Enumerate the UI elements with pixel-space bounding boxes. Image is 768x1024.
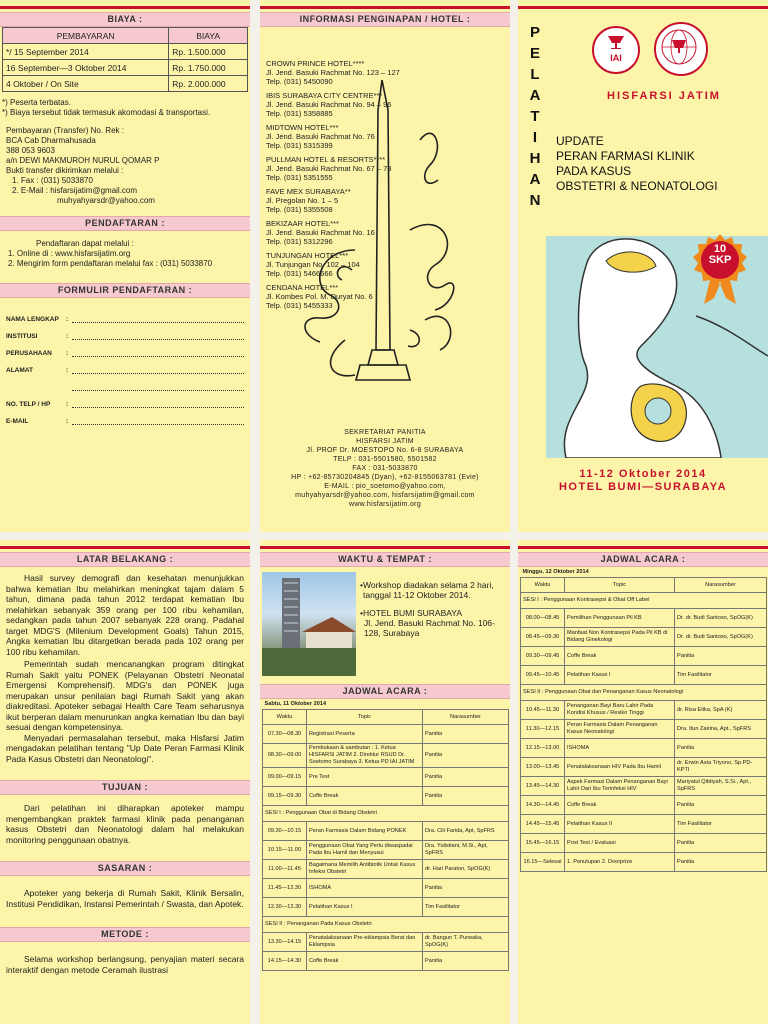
schedule-topic: Penggunaan Obat Yang Perlu diwaspadai Pada Ibu Hamil dan Menyusui — [307, 841, 423, 860]
schedule-topic: Coffe Break — [307, 787, 423, 806]
hotel-item: FAVE MEX SURABAYA** Jl. Pregolan No. 1 – 5 Telp. (031) 5355508 — [266, 187, 351, 214]
schedule-row — [521, 609, 767, 628]
section-title-biaya: BIAYA : — [0, 12, 250, 27]
skp-number: 10 — [713, 243, 727, 255]
session-label: SESI II : Penggunaan Obat dan Penanganan Kasus Neonatologi — [521, 685, 767, 701]
schedule-day: Minggu, 12 Oktober 2014 — [522, 569, 589, 575]
schedule-topic: Pelatihan Kasus I — [565, 666, 675, 685]
schedule-row — [263, 879, 509, 898]
skp-label: SKP — [708, 254, 732, 266]
schedule-time: 13.30—14.15 — [263, 933, 307, 952]
schedule-speaker: dr. Bangun T. Purwaka, SpOG(K) — [423, 933, 509, 952]
schedule-time: 13.00—13.45 — [521, 758, 565, 777]
schedule-row — [263, 898, 509, 917]
hotel-list — [266, 59, 510, 310]
session-label: SESI I : Penggunaan Kontrasepsi & Obat Off Label — [521, 593, 767, 609]
schedule-session — [263, 806, 509, 822]
schedule-speaker: Panitia — [423, 787, 509, 806]
panel-hotel — [260, 0, 510, 532]
globe-icon — [654, 22, 704, 72]
schedule-time: 12.30—13.30 — [263, 898, 307, 917]
schedule-speaker: Panitia — [423, 744, 509, 768]
schedule-row — [263, 952, 509, 971]
registration-form — [6, 306, 244, 425]
schedule-row — [263, 787, 509, 806]
schedule-topic: Pelatihan Kasus II — [565, 815, 675, 834]
schedule-row — [521, 796, 767, 815]
schedule-row — [521, 720, 767, 739]
section-title-sasaran: SASARAN : — [0, 861, 250, 876]
payment-info: Pembayaran (Transfer) No. Rek : BCA Cab Dharmahusada 388 053 9603 a/n DEWI MAKMUROH NURUL QOMAR P Bukti transfer dikirimkan melalui : 1. Fax : (031) 5033870 2. E-Mail : hisfarsijatim@gmail.com muhyahyarsdr@yahoo.com — [6, 126, 160, 205]
mortar-icon — [606, 34, 626, 50]
panel-jadwal — [518, 540, 768, 1024]
schedule-row — [263, 768, 509, 787]
schedule-time: 14.45—15.45 — [521, 815, 565, 834]
hisfarsi-logo — [654, 22, 708, 76]
schedule-topic: Pre Test — [307, 768, 423, 787]
skp-badge — [692, 232, 748, 288]
schedule-speaker: Panitia — [675, 834, 767, 853]
panel-latar — [0, 540, 250, 1024]
fee-row: */ 15 September 2014 Rp. 1.500.000 — [3, 44, 248, 60]
schedule-time: 08.45—09.30 — [521, 628, 565, 647]
schedule-time: 13.45—14.30 — [521, 777, 565, 796]
panel-waktu — [260, 540, 510, 1024]
schedule-topic: Bagaimana Memilih Antibiotik Untuk Kasus Infeksi Obstetri — [307, 860, 423, 879]
panel-cover — [518, 0, 768, 532]
schedule-row — [263, 744, 509, 768]
registration-info: Pendaftaran dapat melalui : 1. Online di : www.hisfarsijatim.org 2. Mengirim form pendaftaran melalui fax : (031) 5033870 — [8, 239, 213, 268]
schedule-time: 10.15—11.00 — [263, 841, 307, 860]
iai-logo: IAI — [592, 26, 640, 74]
form-field-alamat[interactable]: ALAMAT : — [6, 357, 244, 374]
hotel-item: CENDANA HOTEL*** Jl. Kombes Pol. M. Duryat No. 6 Telp. (031) 5455333 — [266, 283, 373, 310]
metode-text: Selama workshop berlangsung, penyajian materi secara interaktif dengan metode Ceramah ilustrasi — [6, 954, 244, 975]
fee-table — [2, 27, 248, 92]
schedule-speaker: Panitia — [675, 796, 767, 815]
hotel-photo — [262, 572, 356, 676]
section-title-latar: LATAR BELAKANG : — [0, 552, 250, 567]
schedule-speaker: Panitia — [423, 725, 509, 744]
schedule-row — [521, 666, 767, 685]
form-field-nama[interactable]: NAMA LENGKAP : — [6, 306, 244, 323]
schedule-time: 08.30—09.00 — [263, 744, 307, 768]
org-name: HISFARSI JATIM — [607, 90, 721, 102]
red-rule — [518, 6, 768, 9]
schedule-day-row — [521, 568, 767, 578]
schedule-topic: ISHOMA — [307, 879, 423, 898]
fee-row: 4 Oktober / On Site Rp. 2.000.000 — [3, 76, 248, 92]
red-rule — [260, 6, 510, 9]
event-date: 11-12 Oktober 2014 — [579, 468, 707, 480]
schedule-time: 09.30—09.45 — [521, 647, 565, 666]
schedule-row — [263, 860, 509, 879]
schedule-time: 09.15—09.30 — [263, 787, 307, 806]
schedule-row — [521, 777, 767, 796]
section-title-metode: METODE : — [0, 927, 250, 942]
fee-col-biaya: BIAYA — [169, 28, 248, 44]
red-rule — [0, 546, 250, 549]
schedule-time: 07.30—08.30 — [263, 725, 307, 744]
schedule-day2 — [520, 568, 767, 872]
schedule-day: Sabtu, 11 Oktober 2014 — [264, 701, 327, 707]
panel-biaya — [0, 0, 250, 532]
schedule-speaker: Panitia — [675, 647, 767, 666]
schedule-row — [521, 647, 767, 666]
hotel-item: PULLMAN HOTEL & RESORTS**** Jl. Jend. Basuki Rachmat No. 67 – 73 Telp. (031) 5351555 — [266, 155, 392, 182]
section-title-jadwal-1: JADWAL ACARA : — [260, 684, 510, 699]
section-title-formulir: FORMULIR PENDAFTARAN : — [0, 283, 250, 298]
section-title-tujuan: TUJUAN : — [0, 780, 250, 795]
schedule-topic: Pembukaan & sambutan : 1. Ketua HISFARSI JATIM 2. Direktur RSUD Dr. Soetomo Surabaya 3. Ketua PD IAI JATIM — [307, 744, 423, 768]
schedule-time: 09.30—10.15 — [263, 822, 307, 841]
section-title-pendaftaran: PENDAFTARAN : — [0, 216, 250, 231]
form-field-telp[interactable]: NO. TELP / HP : — [6, 391, 244, 408]
schedule-time: 12.15—13.00 — [521, 739, 565, 758]
sasaran-text: Apoteker yang bekerja di Rumah Sakit, Klinik Bersalin, Institusi Pendidikan, Instansi Pemerintah / Swasta, dan Apotek. — [6, 888, 244, 909]
schedule-speaker: dr. Erwin Asta Triyono, Sp.PD-KPTI — [675, 758, 767, 777]
fee-row: 16 September—3 Oktober 2014 Rp. 1.750.000 — [3, 60, 248, 76]
schedule-topic: Aspek Farmasi Dalam Penanganan Bayi Lahir Dari Ibu Terinfeksi HIV — [565, 777, 675, 796]
section-title-hotel: INFORMASI PENGINAPAN / HOTEL : — [260, 12, 510, 27]
form-field-perusahaan[interactable]: PERUSAHAAN : — [6, 340, 244, 357]
schedule-speaker: Panitia — [675, 739, 767, 758]
schedule-time: 09.00—09.15 — [263, 768, 307, 787]
hotel-item: BEKIZAAR HOTEL*** Jl. Jend. Basuki Rachmat No. 16 Telp. (031) 5312296 — [266, 219, 375, 246]
hotel-item: CROWN PRINCE HOTEL**** Jl. Jend. Basuki Rachmat No. 123 – 127 Telp. (031) 5450090 — [266, 59, 400, 86]
schedule-col: Narasumber — [675, 578, 767, 593]
schedule-row — [263, 933, 509, 952]
hotel-item: MIDTOWN HOTEL*** Jl. Jend. Basuki Rachmat No. 76 Telp. (031) 5315399 — [266, 123, 375, 150]
red-rule — [0, 6, 250, 9]
schedule-topic: Coffe Break — [565, 647, 675, 666]
schedule-time: 10.45—11.30 — [521, 701, 565, 720]
hotel-building-image — [262, 572, 356, 676]
schedule-speaker: Dra. Yulistiani, M.Si., Apt, SpFRS — [423, 841, 509, 860]
schedule-header — [263, 710, 509, 725]
schedule-day1 — [262, 700, 509, 971]
schedule-time: 09.45—10.45 — [521, 666, 565, 685]
fee-col-pembayaran: PEMBAYARAN — [3, 28, 169, 44]
schedule-time: 14.15—14.30 — [263, 952, 307, 971]
fee-notes: *) Peserta terbatas. *) Biaya tersebut tidak termasuk akomodasi & transportasi. — [2, 98, 211, 117]
schedule-session — [521, 685, 767, 701]
schedule-session — [521, 593, 767, 609]
schedule-speaker: Panitia — [423, 952, 509, 971]
schedule-time: 16.15—Selesai — [521, 853, 565, 872]
section-title-jadwal-2: JADWAL ACARA : — [518, 552, 768, 567]
schedule-speaker: Tim Fasilitator — [675, 815, 767, 834]
schedule-speaker: Tim Fasilitator — [423, 898, 509, 917]
schedule-day-row — [263, 700, 509, 710]
secretariat-info: SEKRETARIAT PANITIA HISFARSI JATIM Jl. PROF Dr. MOESTOPO No. 6-8 SURABAYA TELP : 031-5501580, 5501582 FAX : 031-5033870 HP : +62-85730204845 (Dyan), +62-8155063781 (Evie) E-MAIL : pio_soetomo@yahoo.com, muhyahyarsdr@yahoo.com, hisfarsijatim@gmail.com www.hisfarsijatim.org — [291, 429, 479, 508]
schedule-row — [521, 628, 767, 647]
section-title-waktu: WAKTU & TEMPAT : — [260, 552, 510, 567]
schedule-speaker: Panitia — [675, 853, 767, 872]
schedule-col: Topic — [307, 710, 423, 725]
schedule-col: Topic — [565, 578, 675, 593]
schedule-topic: Peran Farmasis Dalam Penanganan Kasus Neonatologi — [565, 720, 675, 739]
schedule-topic: Manfaat Non Kontrasepsi Pada Pil KB di Bidang Ginekologi — [565, 628, 675, 647]
schedule-session — [263, 917, 509, 933]
hotel-item: TUNJUNGAN HOTEL*** Jl. Tunjungan No. 102 – 104 Telp. (031) 5466666 — [266, 251, 360, 278]
latar-text: Hasil survey demografi dan kesehatan menunjukkan bahwa kematian Ibu melahirkan meningkat tajam dalam 5 tahun, dimana pada tahun 2012 terdapat kematian Ibu melahirkan sebanyak 359 orang per 100 ribu kehamilan, sedangkan pada tahun 2007 sebanyak 228 orang. Padahal target MDG'S (Milenium Development Goals) Tahun 2015, Angka kematian Ibu ditargetkan berada pada 102 orang per 100 ribu kehamilan. Pemerintah sudah mencanangkan program ditingkat Rumah Sakit yaitu PONEK (Pelayanan Obstetri Neonatal Emergensi Komprehensif). MDG's dan PONEK juga merupakan unsur penilaian bagi Rumah Sakit yang akan diakreditasi. Apoteker sebagai Health Care Team seharusnya ikut berperan dalam menurunkan angka kematian Ibu dan bayi sesuai dengan kompetensinya. Menyadari permasalahan tersebut, maka Hisfarsi Jatim mengadakan pelatihan tentang "Up Date Peran Farmasi Klinik Pada Kasus Obstetri dan Neonatologi". — [6, 573, 244, 764]
schedule-time: 08.00—08.45 — [521, 609, 565, 628]
schedule-row — [263, 841, 509, 860]
schedule-topic: Peran Farmasis Dalam Bidang PONEK — [307, 822, 423, 841]
form-field-institusi[interactable]: INSTITUSI : — [6, 323, 244, 340]
schedule-speaker: Panitia — [423, 768, 509, 787]
schedule-topic: Post Test / Evaluasi — [565, 834, 675, 853]
schedule-topic: Penatalaksanaan Pre-eklampsia Berat dan Eklampsia — [307, 933, 423, 952]
schedule-topic: Penanganan Bayi Baru Lahir Pada Kondisi Khusus / Resiko Tinggi — [565, 701, 675, 720]
red-rule — [518, 546, 768, 549]
schedule-speaker: Dr. dr. Budi Santoso, SpOG(K) — [675, 628, 767, 647]
schedule-speaker: Mariyatul Qibtiyah, S.Si., Apt., SpFRS — [675, 777, 767, 796]
schedule-col: Waktu — [263, 710, 307, 725]
schedule-time: 11.30—12.15 — [521, 720, 565, 739]
schedule-speaker: dr. Hari Paraton, SpOG(K) — [423, 860, 509, 879]
event-venue: HOTEL BUMI—SURABAYA — [558, 481, 728, 493]
schedule-row — [521, 853, 767, 872]
schedule-header — [521, 578, 767, 593]
schedule-speaker: Dra. Itun Zairina, Apt., SpFRS — [675, 720, 767, 739]
schedule-topic: Penatalaksanaan HIV Pada Ibu Hamil — [565, 758, 675, 777]
schedule-row — [521, 758, 767, 777]
schedule-topic: 1. Penutupan 2. Doorprize — [565, 853, 675, 872]
vertical-title: P E L A T I H A N — [529, 24, 541, 209]
schedule-time: 11.00—11.45 — [263, 860, 307, 879]
schedule-speaker: Dra. Cili Farida, Apt, SpFRS — [423, 822, 509, 841]
schedule-col: Waktu — [521, 578, 565, 593]
form-field-alamat-2[interactable] — [6, 374, 244, 391]
schedule-row — [521, 701, 767, 720]
schedule-time: 15.45—16.15 — [521, 834, 565, 853]
schedule-row — [521, 815, 767, 834]
schedule-row — [521, 739, 767, 758]
schedule-row — [521, 834, 767, 853]
schedule-speaker: Dr. dr. Budi Santoso, SpOG(K) — [675, 609, 767, 628]
schedule-topic: ISHOMA — [565, 739, 675, 758]
schedule-col: Narasumber — [423, 710, 509, 725]
schedule-speaker: Panitia — [423, 879, 509, 898]
waktu-info: • Workshop diadakan selama 2 hari, tanggal 11-12 Oktober 2014. • HOTEL BUMI SURABAYA Jl. Jend. Basuki Rachmat No. 106-128, Surabaya — [360, 580, 495, 638]
schedule-topic: Registrasi Peserta — [307, 725, 423, 744]
tujuan-text: Dari pelatihan ini diharapkan apoteker mampu mengembangkan praktek farmasi klinik pada penanganan kasus Obstetri dan Neonatologi dalam hal melakukan monitoring penggunaan obatnya. — [6, 803, 244, 845]
schedule-speaker: dr. Risa Etika, SpA (K) — [675, 701, 767, 720]
schedule-topic: Pelatihan Kasus I — [307, 898, 423, 917]
schedule-topic: Coffe Break — [307, 952, 423, 971]
session-label: SESI I : Penggunaan Obat di Bidang Obstetri — [263, 806, 509, 822]
session-label: SESI II : Penanganan Pada Kasus Obstetri — [263, 917, 509, 933]
form-field-email[interactable]: E-MAIL : — [6, 408, 244, 425]
schedule-time: 11.45—12.30 — [263, 879, 307, 898]
schedule-topic: Coffe Break — [565, 796, 675, 815]
schedule-time: 14.30—14.45 — [521, 796, 565, 815]
schedule-row — [263, 725, 509, 744]
cover-title: UPDATE PERAN FARMASI KLINIK PADA KASUS OBSTETRI & NEONATOLOGI — [556, 134, 718, 193]
hotel-item: IBIS SURABAYA CITY CENTRE*** Jl. Jend. Basuki Rachmat No. 94 – 96 Telp. (031) 5358885 — [266, 91, 392, 118]
schedule-row — [263, 822, 509, 841]
red-rule — [260, 546, 510, 549]
schedule-topic: Pemilihan Penggunaan Pil KB — [565, 609, 675, 628]
event-info — [518, 468, 768, 494]
schedule-speaker: Tim Fasilitator — [675, 666, 767, 685]
